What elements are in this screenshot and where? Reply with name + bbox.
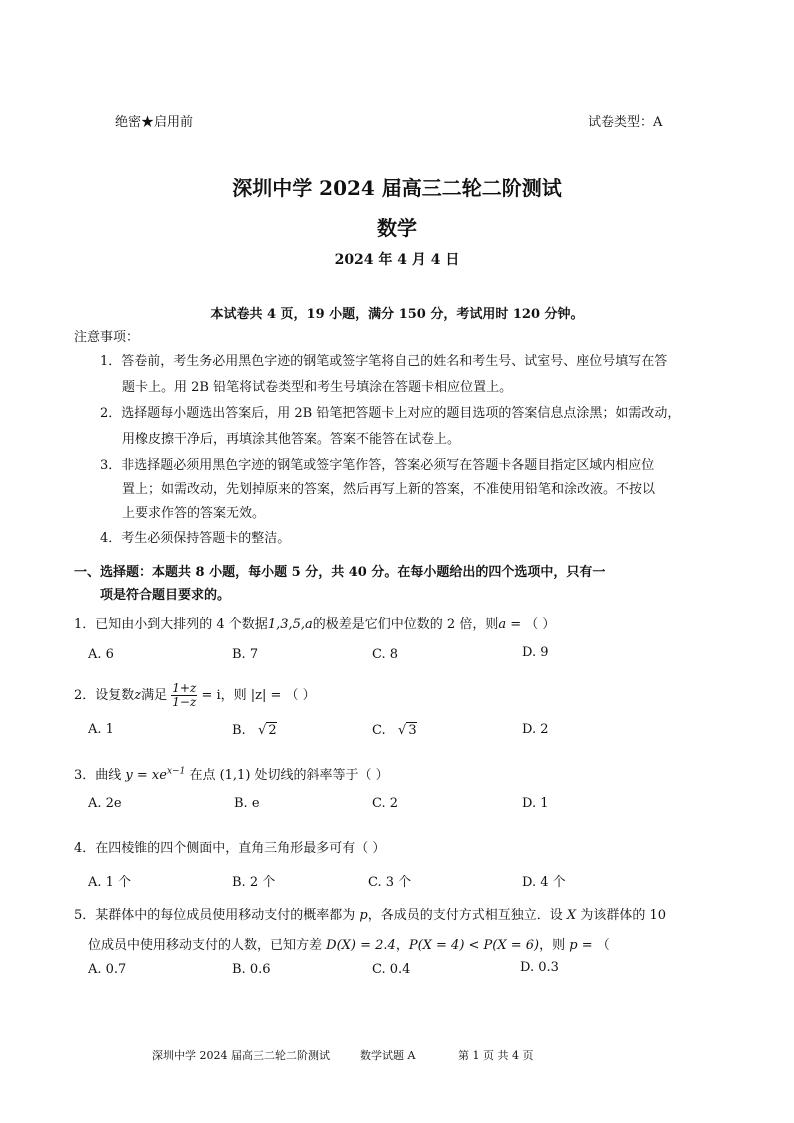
confidential-label: 绝密★启用前: [115, 115, 194, 130]
footer-exam-name: 深圳中学 2024 届高三二轮二阶测试: [152, 1049, 330, 1062]
question-3-option-b: B. e: [234, 796, 260, 811]
section-heading-line-1: 一、选择题：本题共 8 小题，每小题 5 分，共 40 分。在每小题给出的四个选项中，只有一: [74, 565, 606, 580]
question-4-option-d: D. 4 个: [522, 875, 566, 890]
question-2-option-c: C. √ 3: [372, 723, 417, 738]
footer-page-number: 第 1 页 共 4 页: [458, 1049, 534, 1062]
question-5-option-b: B. 0.6: [232, 962, 271, 977]
page-title: 深圳中学 2024 届高三二轮二阶测试: [232, 176, 562, 200]
question-3-option-a: A. 2e: [88, 796, 122, 811]
question-2-option-a: A. 1: [88, 722, 114, 737]
notice-heading: 注意事项：: [74, 330, 140, 345]
question-3-option-d: D. 1: [522, 796, 549, 811]
question-2-option-b: B. √ 2: [232, 723, 277, 738]
question-1-stem: 1．已知由小到大排列的 4 个数据1,3,5,a的极差是它们中位数的 2 倍，则a = （ ）: [74, 617, 556, 632]
question-1-option-a: A. 6: [88, 647, 114, 662]
notice-item-3-line-3: 上要求作答的答案无效。: [122, 506, 266, 521]
question-1-option-d: D. 9: [522, 645, 549, 660]
question-4-stem: 4．在四棱锥的四个侧面中，直角三角形最多可有（ ）: [74, 841, 386, 856]
question-5-stem-line-2: 位成员中使用移动支付的人数，已知方差 D(X) = 2.4，P(X = 4) < P(X = 6)，则 p = （: [88, 938, 610, 953]
fraction: $\frac{1+z}{1-z}$: [172, 681, 197, 709]
question-1-option-b: B. 7: [232, 647, 259, 662]
question-3-stem: 3．曲线 $y = xe^{x-1}$ 在点 (1,1) 处切线的斜率等于（ ）: [74, 766, 389, 783]
paper-type-label: 试卷类型：A: [588, 115, 663, 130]
question-5-option-a: A. 0.7: [88, 962, 127, 977]
question-3-option-c: C. 2: [372, 796, 399, 811]
notice-item-2-line-1: 2．选择题每小题选出答案后，用 2B 铅笔把答题卡上对应的题目选项的答案信息点涂黑；如需改动，: [100, 406, 681, 421]
question-5-option-d: D. 0.3: [520, 960, 559, 975]
exam-info: 本试卷共 4 页，19 小题，满分 150 分，考试用时 120 分钟。: [210, 307, 584, 322]
notice-item-4-line-1: 4．考生必须保持答题卡的整洁。: [100, 531, 291, 546]
question-4-option-a: A. 1 个: [88, 875, 132, 890]
footer-paper-name: 数学试题 A: [360, 1049, 416, 1062]
question-4-option-c: C. 3 个: [368, 875, 412, 890]
notice-item-3-line-2: 置上；如需改动，先划掉原来的答案，然后再写上新的答案，不准使用铅笔和涂改液。不按以: [122, 482, 656, 497]
question-2-stem: 2．设复数z满足 $\frac{1+z}{1-z}$ = i，则 |z| = （ ）: [74, 681, 316, 709]
question-5-option-c: C. 0.4: [372, 962, 411, 977]
question-2-option-d: D. 2: [522, 722, 549, 737]
section-heading-line-2: 项是符合题目要求的。: [100, 588, 231, 603]
question-1-option-c: C. 8: [372, 647, 399, 662]
notice-item-1-line-1: 1．答卷前，考生务必用黑色字迹的钢笔或签字笔将自己的姓名和考生号、试室号、座位号填写在答: [100, 354, 668, 369]
question-4-option-b: B. 2 个: [232, 875, 276, 890]
question-5-stem-line-1: 5．某群体中的每位成员使用移动支付的概率都为 p，各成员的支付方式相互独立．设 X 为该群体的 10: [74, 908, 666, 923]
notice-item-3-line-1: 3．非选择题必须用黑色字迹的钢笔或签字笔作答，答案必须写在答题卡各题目指定区域内相应位: [100, 458, 655, 473]
notice-item-1-line-2: 题卡上。用 2B 铅笔将试卷类型和考生号填涂在答题卡相应位置上。: [122, 380, 513, 395]
notice-item-2-line-2: 用橡皮擦干净后，再填涂其他答案。答案不能答在试卷上。: [122, 432, 461, 447]
exam-date: 2024 年 4 月 4 日: [334, 252, 460, 268]
subject-title: 数学: [377, 216, 417, 240]
